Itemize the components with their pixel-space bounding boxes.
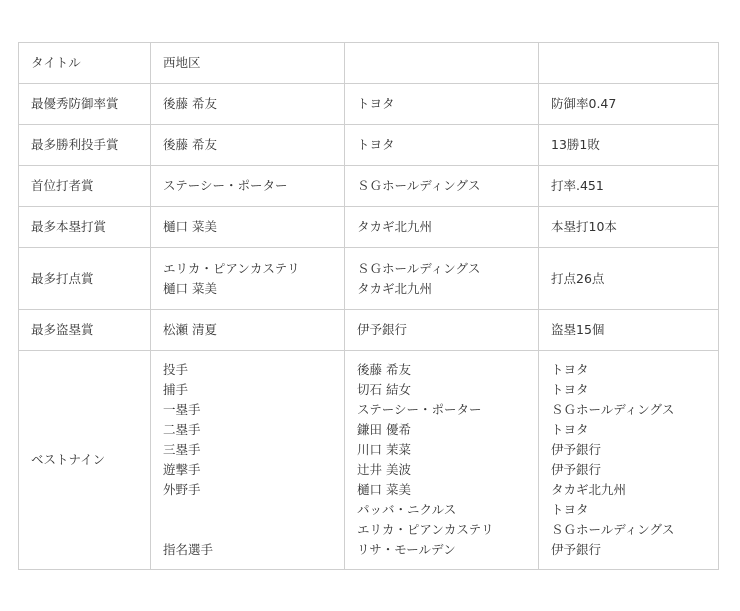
record-cell <box>539 84 719 125</box>
cell-text: ＳＧホールディングス <box>551 522 675 537</box>
cell-text: タイトル <box>31 55 81 70</box>
team-cell <box>345 248 539 310</box>
record-cell <box>539 248 719 310</box>
cell-text: トヨタ <box>551 502 589 517</box>
cell-text <box>357 53 526 73</box>
player-cell <box>151 207 345 248</box>
cell-text: 投手 <box>163 362 189 377</box>
record-cell <box>539 125 719 166</box>
cell-text: 打率.451 <box>551 178 604 193</box>
cell-text: トヨタ <box>551 382 589 397</box>
cell-text: タカギ北九州 <box>357 280 433 296</box>
cell-text: 伊予銀行 <box>357 322 408 337</box>
cell-text: 首位打者賞 <box>31 178 94 193</box>
cell-text: 最多本塁打賞 <box>31 219 107 234</box>
team-cell <box>539 351 719 570</box>
cell-text: 盗塁15個 <box>551 322 605 337</box>
cell-text: 最多打点賞 <box>31 270 94 286</box>
cell-text: 後藤 希友 <box>357 362 411 377</box>
award-name-cell <box>19 310 151 351</box>
awards-table <box>18 42 719 570</box>
award-name-cell <box>19 166 151 207</box>
cell-text: 樋口 菜美 <box>163 280 217 296</box>
award-name-cell <box>19 207 151 248</box>
table-row <box>19 166 719 207</box>
team-cell <box>345 207 539 248</box>
cell-text: 後藤 希友 <box>163 137 217 152</box>
cell-text: 辻井 美波 <box>357 462 411 477</box>
cell-text: エリカ・ピアンカステリ <box>357 522 494 537</box>
team-cell <box>345 310 539 351</box>
award-name-cell <box>19 248 151 310</box>
cell-text: リサ・モールデン <box>357 542 456 557</box>
cell-text: 樋口 菜美 <box>357 482 411 497</box>
team-cell <box>345 125 539 166</box>
cell-text: 一塁手 <box>163 402 201 417</box>
cell-text: 最多盗塁賞 <box>31 322 94 337</box>
cell-text: ＳＧホールディングス <box>551 402 675 417</box>
cell-text: 樋口 菜美 <box>163 219 217 234</box>
award-name-cell <box>19 84 151 125</box>
cell-text: 川口 茉菜 <box>357 442 411 457</box>
cell-text: 西地区 <box>163 55 201 70</box>
cell-text: 最多勝利投手賞 <box>31 137 119 152</box>
cell-text: タカギ北九州 <box>357 219 433 234</box>
cell-text: ステーシー・ポーター <box>163 178 288 193</box>
cell-text: ＳＧホールディングス <box>357 178 481 193</box>
record-cell <box>539 43 719 84</box>
cell-text: 最優秀防御率賞 <box>31 96 119 111</box>
player-cell <box>345 351 539 570</box>
cell-text <box>551 53 706 73</box>
team-cell <box>345 84 539 125</box>
cell-text: 伊予銀行 <box>551 462 602 477</box>
team-cell <box>345 166 539 207</box>
cell-text: トヨタ <box>357 137 395 152</box>
cell-text: ＳＧホールディングス <box>357 260 481 276</box>
cell-text: タカギ北九州 <box>551 482 627 497</box>
cell-text: パッバ・ニクルス <box>357 502 457 517</box>
award-name-cell <box>19 351 151 570</box>
cell-text: 松瀬 清夏 <box>163 322 217 337</box>
cell-text: 外野手 <box>163 482 201 497</box>
table-row <box>19 351 719 570</box>
table-row <box>19 310 719 351</box>
cell-text: トヨタ <box>551 362 589 377</box>
record-cell <box>539 166 719 207</box>
cell-text: ベストナイン <box>31 452 106 467</box>
cell-text: 伊予銀行 <box>551 542 602 557</box>
cell-text: 遊撃手 <box>163 462 201 477</box>
cell-text: 鎌田 優希 <box>357 422 411 437</box>
cell-text <box>163 520 332 540</box>
cell-text: 二塁手 <box>163 422 201 437</box>
cell-text: 伊予銀行 <box>551 442 602 457</box>
position-cell <box>151 351 345 570</box>
record-cell <box>539 207 719 248</box>
cell-text: 打点26点 <box>551 270 605 286</box>
table-row <box>19 207 719 248</box>
award-name-cell <box>19 125 151 166</box>
player-cell <box>151 125 345 166</box>
player-cell <box>151 248 345 310</box>
table-row <box>19 84 719 125</box>
cell-text: ステーシー・ポーター <box>357 402 482 417</box>
cell-text: トヨタ <box>357 96 395 111</box>
player-cell <box>151 84 345 125</box>
award-name-cell <box>19 43 151 84</box>
cell-text: 三塁手 <box>163 442 201 457</box>
cell-text: 防御率0.47 <box>551 96 617 111</box>
table-row <box>19 125 719 166</box>
cell-text: 本塁打10本 <box>551 219 617 234</box>
cell-text: 捕手 <box>163 382 189 397</box>
player-cell <box>151 43 345 84</box>
player-cell <box>151 166 345 207</box>
cell-text: 指名選手 <box>163 542 214 557</box>
player-cell <box>151 310 345 351</box>
cell-text: 後藤 希友 <box>163 96 217 111</box>
cell-text: 13勝1敗 <box>551 137 600 152</box>
table-row <box>19 248 719 310</box>
cell-text <box>163 500 332 520</box>
cell-text: エリカ・ピアンカステリ <box>163 260 300 276</box>
cell-text: トヨタ <box>551 422 589 437</box>
record-cell <box>539 310 719 351</box>
team-cell <box>345 43 539 84</box>
table-row <box>19 43 719 84</box>
cell-text: 切石 結女 <box>357 382 411 397</box>
